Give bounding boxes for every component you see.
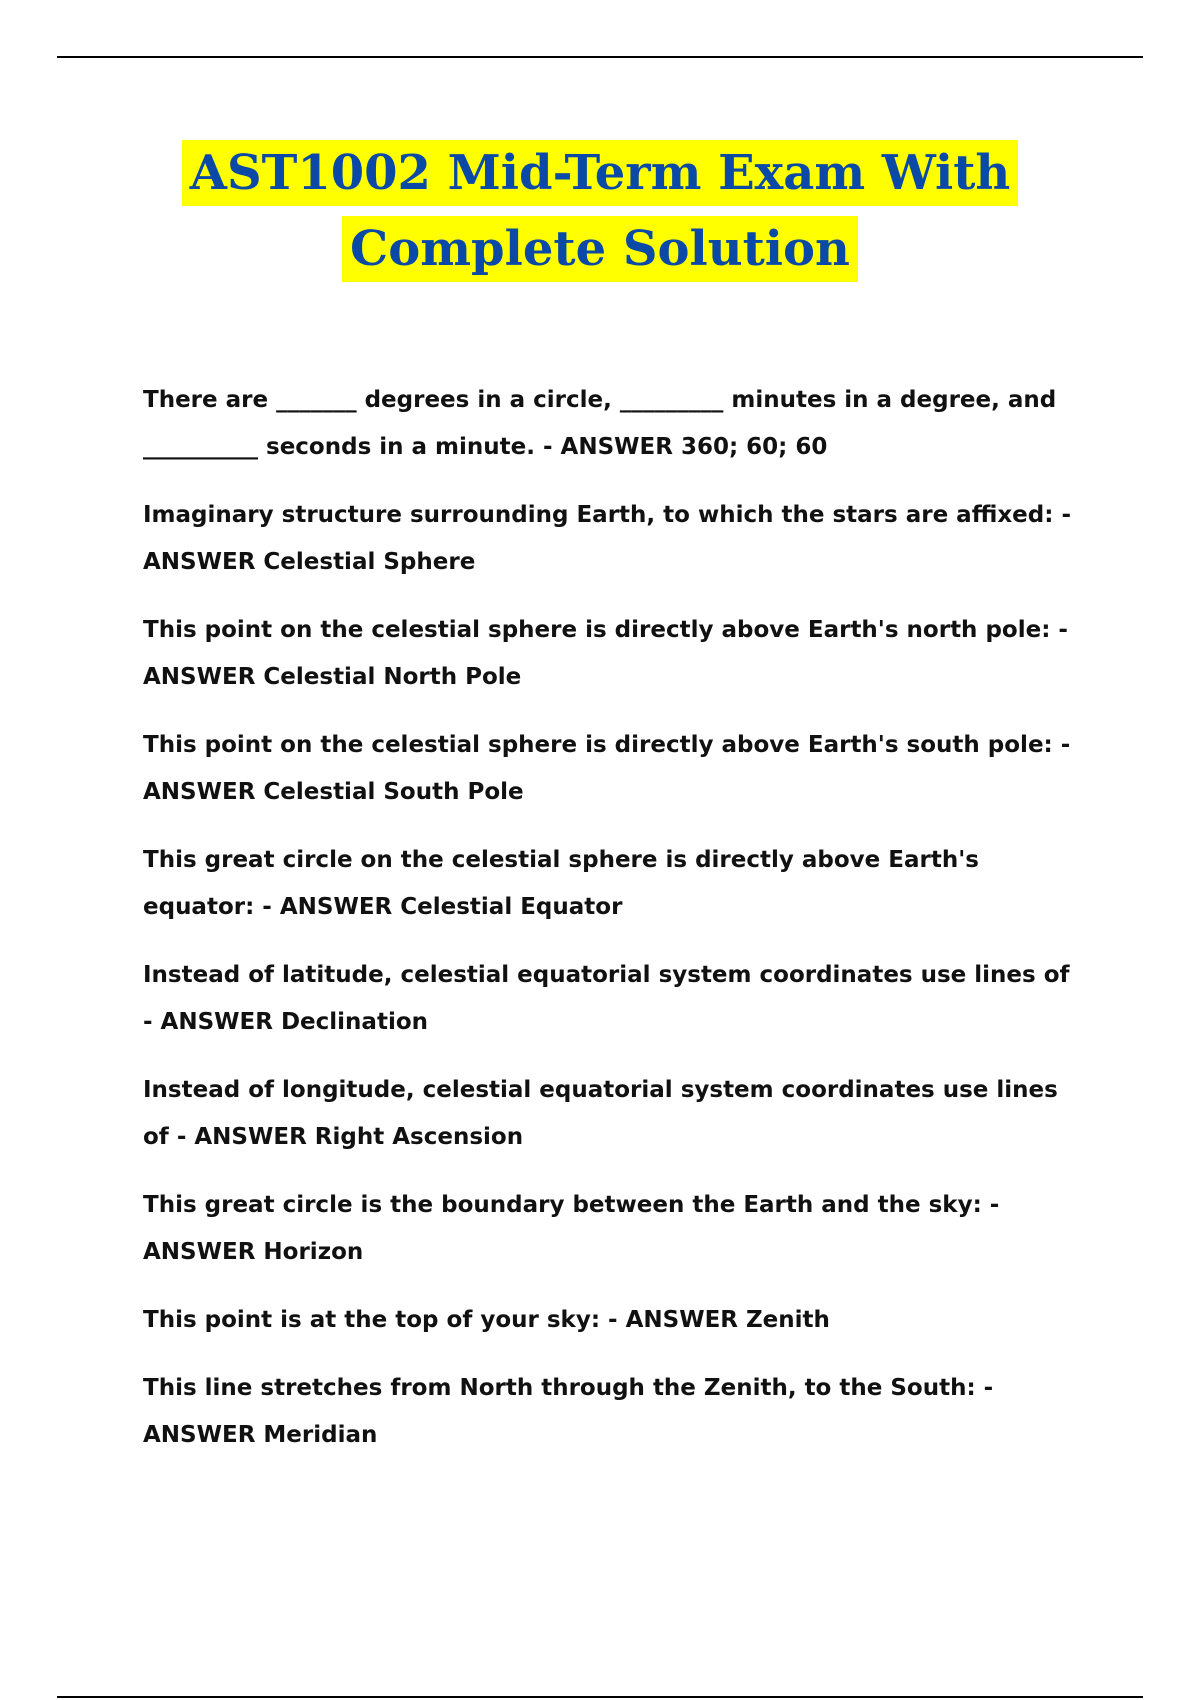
qa-item bbox=[143, 377, 1083, 471]
qa-text: This great circle is the boundary between the Earth and the sky: - ANSWER Horizon bbox=[143, 1192, 1008, 1265]
qa-item bbox=[143, 1297, 1083, 1344]
qa-item bbox=[143, 837, 1083, 931]
qa-text: Instead of longitude, celestial equatorial system coordinates use lines of - ANSWER Right Ascension bbox=[143, 1077, 1066, 1150]
page-title bbox=[0, 140, 1200, 282]
title-line-1: AST1002 Mid-Term Exam With bbox=[182, 140, 1019, 206]
qa-item bbox=[143, 952, 1083, 1046]
qa-item bbox=[143, 492, 1083, 586]
top-rule bbox=[57, 56, 1143, 58]
qa-text: Instead of latitude, celestial equatorial system coordinates use lines of - ANSWER Declination bbox=[143, 962, 1078, 1035]
qa-text: There are _______ degrees in a circle, _________ minutes in a degree, and __________ seconds in a minute. - ANSWER 360; 60; 60 bbox=[143, 387, 1065, 460]
title-line-2: Complete Solution bbox=[342, 216, 858, 282]
qa-item bbox=[143, 1365, 1083, 1459]
qa-text: This point on the celestial sphere is directly above Earth's south pole: - ANSWER Celestial South Pole bbox=[143, 732, 1079, 805]
qa-item bbox=[143, 1067, 1083, 1161]
qa-text: Imaginary structure surrounding Earth, to which the stars are affixed: - ANSWER Celestial Sphere bbox=[143, 502, 1080, 575]
qa-item bbox=[143, 1182, 1083, 1276]
qa-text: This great circle on the celestial sphere is directly above Earth's equator: - ANSWER Celestial Equator bbox=[143, 847, 987, 920]
qa-text: This point is at the top of your sky: - ANSWER Zenith bbox=[143, 1307, 830, 1333]
qa-text: This point on the celestial sphere is directly above Earth's north pole: - ANSWER Celestial North Pole bbox=[143, 617, 1076, 690]
qa-text: This line stretches from North through the Zenith, to the South: - ANSWER Meridian bbox=[143, 1375, 1002, 1448]
qa-list bbox=[143, 377, 1083, 1480]
qa-item bbox=[143, 722, 1083, 816]
qa-item bbox=[143, 607, 1083, 701]
bottom-rule bbox=[57, 1696, 1143, 1698]
